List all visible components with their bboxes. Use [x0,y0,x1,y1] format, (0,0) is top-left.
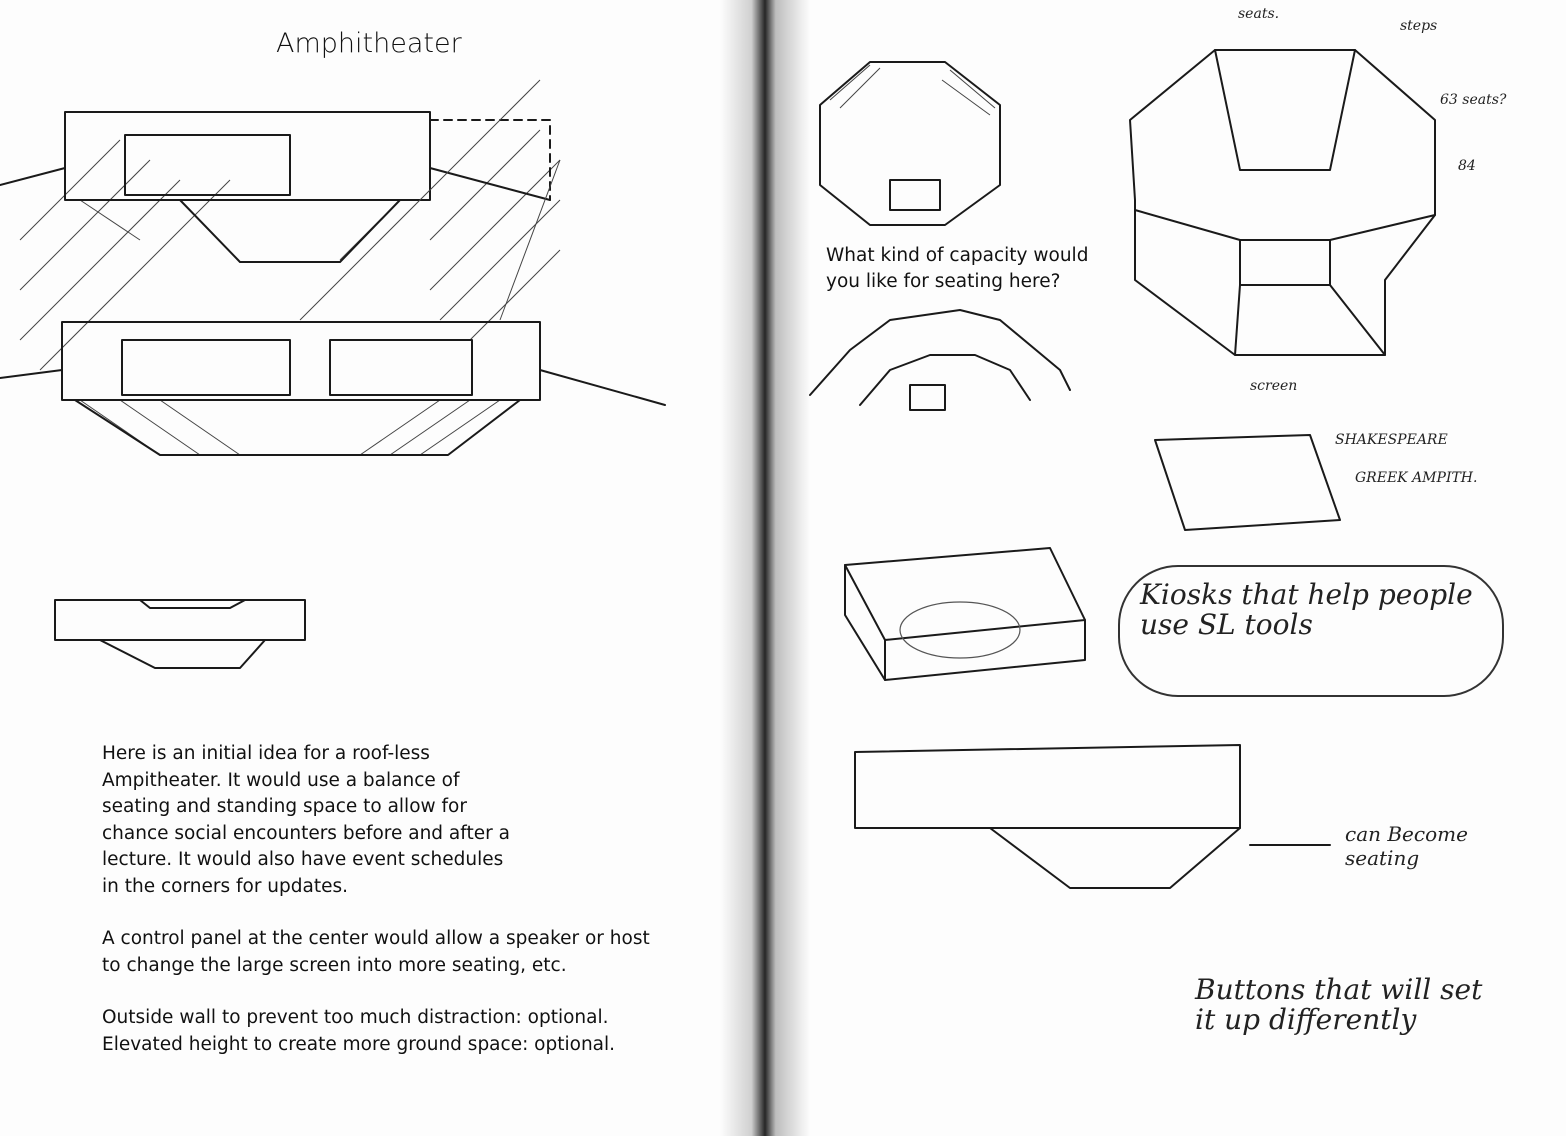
annotation-screen: screen [1250,378,1298,394]
annotation-seats: seats. [1238,6,1280,22]
annotation-kiosks: Kiosks that help people use SL tools [1140,578,1473,641]
octagon-sketch-small [820,62,1000,225]
annotation-alt-count: 84 [1458,158,1476,174]
annotation-steps: steps [1400,18,1438,34]
greek-stage-sketch [1155,435,1340,530]
description-paragraph: Here is an initial idea for a roof-less Ampitheater. It would use a balance of seating and standing space to allow for chance social encounters before and after a lecture. It would also have event schedules in the corners for updates. [102,743,510,897]
capacity-question: What kind of capacity would you like for seating here? [826,245,1089,292]
amphitheater-plan-small [55,600,305,668]
amphitheater-section-sketch-top [0,112,560,370]
annotation-style-shakespeare: SHAKESPEARE [1335,432,1448,448]
annotation-buttons: Buttons that will set it up differently [1195,973,1483,1036]
annotation-seat-count: 63 seats? [1440,92,1507,108]
amphitheater-plan-large [855,745,1330,888]
amphitheater-section-sketch-middle [0,80,665,455]
page-title: Amphitheater [276,28,462,59]
description-text [102,741,672,1084]
annotation-become-seating: can Become seating [1345,822,1468,870]
octagon-sketch-large [1130,50,1435,355]
kiosk-room-sketch [845,548,1085,680]
fan-seating-sketch [810,310,1070,410]
description-paragraph: Outside wall to prevent too much distraction: optional. Elevated height to create more ground space: optional. [102,1007,616,1055]
description-paragraph: A control panel at the center would allow a speaker or host to change the large screen into more seating, etc. [102,928,650,976]
annotation-style-greek: GREEK AMPITH. [1355,470,1478,486]
